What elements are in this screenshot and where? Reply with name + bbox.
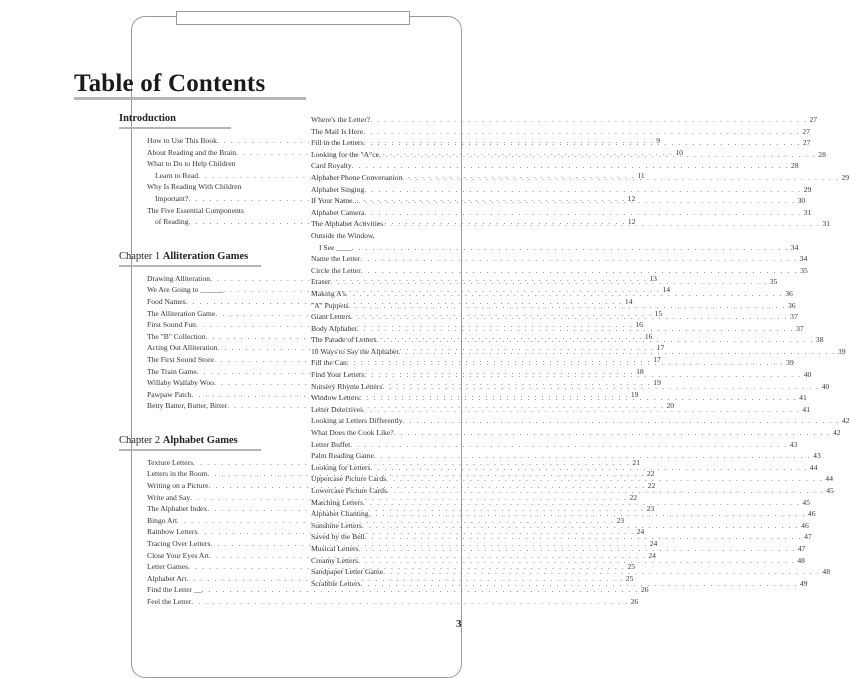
entry-page-number: 18 <box>636 366 644 376</box>
toc-entry <box>311 207 812 219</box>
dot-leader <box>351 311 788 323</box>
entry-title: The Parade of Letters <box>311 335 377 345</box>
dot-leader <box>363 497 800 509</box>
dot-leader <box>350 439 787 451</box>
entry-page-number: 47 <box>797 543 806 553</box>
title-rule <box>74 97 306 100</box>
entry-page-number: 45 <box>826 486 834 495</box>
toc-entry <box>311 439 798 451</box>
entry-page-number: 29 <box>841 172 850 182</box>
entry-title: Letter Buffet <box>311 439 351 449</box>
entry-title: Circle the Letter <box>311 265 361 275</box>
toc-entry <box>311 184 812 196</box>
entry-title: Looking for the "A"ce <box>311 149 379 159</box>
entry-page-number: 46 <box>807 509 816 519</box>
entry-title: Writing on a Picture <box>147 481 209 491</box>
entry-page-number: 23 <box>646 504 655 514</box>
entry-title: The Alliteration Game <box>147 308 216 318</box>
entry-page-number: 27 <box>802 138 811 148</box>
dot-leader <box>358 543 795 555</box>
entry-title: Texture Letters <box>147 457 194 467</box>
entry-title: Giant Letters <box>311 312 351 322</box>
entry-title: Alphabet Camera <box>311 207 365 217</box>
toc-entry <box>311 230 449 242</box>
dot-leader <box>364 207 801 219</box>
entry-page-number: 17 <box>653 354 661 364</box>
entry-page-number: 44 <box>809 462 818 472</box>
entry-page-number: 22 <box>647 481 656 491</box>
entry-title: Fill in the Letters <box>311 138 364 148</box>
entry-page-number: 43 <box>813 451 821 461</box>
dot-leader <box>403 415 840 427</box>
toc-entry <box>147 205 279 217</box>
entry-page-number: 22 <box>629 492 638 502</box>
toc-entry <box>311 160 799 172</box>
entry-page-number: 31 <box>822 219 831 229</box>
entry-title: Matching Letters <box>311 497 364 507</box>
entry-title: Pawpaw Patch <box>147 389 192 399</box>
entry-title: Creamy Letters <box>311 555 359 565</box>
dot-leader <box>361 265 798 277</box>
entry-title: Sandpaper Letter Game <box>311 567 384 577</box>
entry-page-number: 36 <box>787 300 796 310</box>
dot-leader <box>402 172 839 184</box>
entry-page-number: 12 <box>627 217 636 227</box>
entry-page-number: 34 <box>790 242 799 252</box>
toc-entry <box>311 242 799 254</box>
entry-page-number: 39 <box>837 346 846 356</box>
entry-page-number: 37 <box>790 312 798 322</box>
entry-title: Card Royalty <box>311 161 352 171</box>
entry-page-number: 13 <box>649 273 657 283</box>
entry-title: If Your Name... <box>311 196 359 206</box>
dot-leader <box>399 346 836 358</box>
entry-page-number: 39 <box>786 358 794 368</box>
entry-title: Find the Letter __ <box>147 585 202 595</box>
entry-page-number: 27 <box>809 115 818 124</box>
entry-page-number: 41 <box>799 393 807 403</box>
entry-page-number: 43 <box>789 439 798 449</box>
entry-page-number: 31 <box>803 207 812 217</box>
entry-page-number: 49 <box>799 578 808 588</box>
entry-title: The "B" Collection <box>147 331 206 341</box>
entry-page-number: 34 <box>799 254 808 264</box>
entry-title: Betty Batter, Butter, Bitter <box>147 401 228 411</box>
entry-page-number: 40 <box>821 381 830 391</box>
entry-page-number: 48 <box>822 567 831 577</box>
entry-title: What Does the Cook Like? <box>311 428 394 438</box>
entry-page-number: 35 <box>800 265 808 275</box>
entry-page-number: 16 <box>644 331 653 341</box>
entry-title: Alphabet Chanting <box>311 509 369 519</box>
entry-title: Looking at Letters Differently <box>311 416 403 426</box>
section-heading-chapter-1 <box>119 250 279 264</box>
entry-title: Letter Games <box>147 562 189 572</box>
dot-leader <box>363 126 800 138</box>
entry-title: Palm Reading Game <box>311 451 374 461</box>
entry-title: Uppercase Picture Cards <box>311 474 387 484</box>
entry-title: Drawing Alliteration <box>147 273 211 283</box>
entry-title: "A" Puppets <box>311 300 349 310</box>
toc-entry <box>311 137 811 149</box>
section-heading-introduction <box>119 112 279 126</box>
entry-title: Name the Letter <box>311 254 361 264</box>
toc-entry <box>311 114 818 126</box>
entry-page-number: 23 <box>616 515 625 525</box>
page-tab <box>176 11 410 25</box>
dot-leader <box>357 323 794 335</box>
entry-title: Close Your Eyes Art <box>147 550 210 560</box>
entry-title: Bingo Art <box>147 515 178 525</box>
entry-title: We Are Going to ______ <box>147 285 224 295</box>
entry-title: Looking for Letters <box>311 462 371 472</box>
dot-leader <box>377 334 814 346</box>
dot-leader <box>365 531 802 543</box>
entry-page-number: 26 <box>630 597 639 606</box>
entry-page-number: 19 <box>653 378 661 388</box>
entry-title: The Train Game <box>147 366 197 376</box>
section-rule <box>119 265 261 267</box>
entry-page-number: 20 <box>666 401 675 411</box>
entry-page-number: 14 <box>624 296 633 306</box>
toc-entry <box>147 596 639 608</box>
dot-leader <box>369 508 806 520</box>
entry-title: Where's the Letter? <box>311 115 371 124</box>
entry-title: Willaby Wallaby Woo <box>147 378 214 388</box>
dot-leader <box>362 520 799 532</box>
section-rule <box>119 449 261 451</box>
entry-title: Nursery Rhyme Letters <box>311 381 383 391</box>
entry-page-number: 25 <box>627 562 636 572</box>
entry-page-number: 28 <box>791 161 799 171</box>
entry-page-number: 42 <box>841 416 850 426</box>
entry-page-number: 28 <box>818 149 826 159</box>
entry-page-number: 30 <box>797 196 806 206</box>
toc-entry <box>311 427 841 439</box>
dot-leader <box>352 160 789 172</box>
entry-title: What to Do to Help Children <box>147 159 236 169</box>
section-name: Alliteration Games <box>162 250 249 262</box>
entry-page-number: 37 <box>796 323 804 333</box>
dot-leader <box>349 300 786 312</box>
entry-page-number: 27 <box>802 126 810 136</box>
section-name: Introduction <box>119 113 176 124</box>
entry-page-number: 22 <box>646 469 655 479</box>
dot-leader <box>360 392 797 404</box>
entry-page-number: 44 <box>825 474 833 484</box>
dot-leader <box>330 276 767 288</box>
entry-page-number: 36 <box>785 288 793 298</box>
entry-page-number: 15 <box>654 308 663 318</box>
entry-title: Why Is Reading With Children <box>147 182 242 192</box>
dot-leader <box>379 149 816 161</box>
entry-title: The Alphabet Index <box>147 504 208 514</box>
entry-title: Alphabet Phone Conversation <box>311 172 403 182</box>
entry-title: Write and Say <box>147 492 191 502</box>
entry-page-number: 41 <box>802 404 810 414</box>
entry-page-number: 29 <box>803 184 812 194</box>
dot-leader <box>347 357 784 369</box>
dot-leader <box>364 184 801 196</box>
entry-page-number: 17 <box>656 343 665 353</box>
entry-title: Learn to Read <box>155 170 199 180</box>
dot-leader <box>382 381 819 393</box>
entry-page-number: 40 <box>803 370 812 380</box>
toc-entry <box>311 265 808 277</box>
entry-title: Musical Letters <box>311 543 359 553</box>
entry-title: Eraser <box>311 277 331 287</box>
dot-leader <box>383 218 820 230</box>
entry-title: The Mail Is Here <box>311 126 364 136</box>
chapter-prefix: Chapter 2 <box>119 434 161 446</box>
entry-title: Alphabet Art <box>147 573 187 583</box>
toc-entry <box>147 158 279 170</box>
dot-leader <box>394 427 831 439</box>
dot-leader <box>383 566 820 578</box>
entry-page-number: 19 <box>630 389 639 399</box>
section-rule <box>119 127 231 129</box>
entry-title: The First Sound Store <box>147 354 214 364</box>
toc-entry <box>311 415 850 427</box>
entry-title: Fill the Can <box>311 358 347 368</box>
entry-page-number: 26 <box>640 585 649 595</box>
entry-title: Find Your Letters <box>311 370 365 380</box>
entry-page-number: 11 <box>637 170 645 180</box>
toc-entry <box>311 253 808 265</box>
entry-title: Outside the Window, <box>311 230 375 240</box>
entry-title: Acting Out Alliteration <box>147 343 218 353</box>
entry-title: Making A's <box>311 288 346 298</box>
entry-title: Food Names <box>147 296 186 306</box>
entry-title: of Reading <box>155 217 189 227</box>
entry-page-number: 45 <box>802 497 810 507</box>
entry-page-number: 10 <box>675 147 683 157</box>
entry-page-number: 46 <box>801 520 809 530</box>
dot-leader <box>358 555 795 567</box>
entry-page-number: 42 <box>832 428 841 438</box>
section-heading-chapter-2 <box>119 434 279 448</box>
entry-title: I See ____ <box>319 242 352 252</box>
entry-page-number: 24 <box>636 527 645 537</box>
dot-leader <box>346 288 783 300</box>
entry-title: Rainbow Letters <box>147 527 198 537</box>
entry-page-number: 24 <box>648 550 656 560</box>
entry-title: Alphabet Singing <box>311 184 365 194</box>
entry-title: First Sound Fun <box>147 320 196 330</box>
dot-leader <box>364 137 801 149</box>
entry-title: Window Letters <box>311 393 360 403</box>
entry-title: Scrabble Letters <box>311 578 361 588</box>
dot-leader <box>370 114 807 126</box>
dot-leader <box>386 473 823 485</box>
dot-leader <box>191 596 628 608</box>
entry-title: Letters in the Room <box>147 469 208 479</box>
chapter-prefix: Chapter 1 <box>119 250 161 262</box>
entry-page-number: 48 <box>797 555 805 565</box>
entry-title: Lowercase Picture Cards <box>311 486 387 495</box>
entry-title: Saved by the Bell <box>311 532 365 542</box>
toc-entry <box>311 126 810 138</box>
dot-leader <box>358 195 795 207</box>
entry-title: Letter Detectives <box>311 404 364 414</box>
dot-leader <box>374 450 811 462</box>
dot-leader <box>351 242 788 254</box>
entry-title: Sunshine Letters <box>311 520 362 530</box>
dot-leader <box>364 369 801 381</box>
entry-page-number: 24 <box>649 539 658 549</box>
entry-page-number: 12 <box>627 193 636 203</box>
dot-leader <box>387 485 824 497</box>
entry-page-number: 38 <box>815 335 824 345</box>
toc-entry <box>147 181 279 193</box>
entry-page-number: 35 <box>769 277 778 287</box>
entry-title: Tracing Over Letters <box>147 539 211 549</box>
entry-page-number: 16 <box>635 320 643 330</box>
entry-page-number: 14 <box>662 285 671 295</box>
entry-title: About Reading and the Brain <box>147 147 236 157</box>
dot-leader <box>360 253 797 265</box>
dot-leader <box>363 404 800 416</box>
dot-leader <box>361 578 798 590</box>
section-name: Alphabet Games <box>162 434 238 446</box>
dot-leader <box>370 462 807 474</box>
entry-title: Important? <box>155 193 189 203</box>
entry-title: Body Alphabet <box>311 323 357 333</box>
entry-title: The Alphabet Activities <box>311 219 384 229</box>
toc-entry <box>147 584 649 596</box>
entry-title: Feel the Letter <box>147 597 192 606</box>
entry-page-number: 47 <box>804 532 812 542</box>
page-number: 3 <box>456 618 462 630</box>
entry-page-number: 21 <box>632 457 640 467</box>
entry-title: 10 Ways to Say the Alphabet <box>311 346 399 356</box>
entry-title: How to Use This Book <box>147 136 217 145</box>
entry-title: The Five Essential Components <box>147 205 244 215</box>
entry-page-number: 9 <box>656 136 661 145</box>
page-title: Table of Contents <box>74 70 266 97</box>
entry-page-number: 25 <box>625 573 634 583</box>
